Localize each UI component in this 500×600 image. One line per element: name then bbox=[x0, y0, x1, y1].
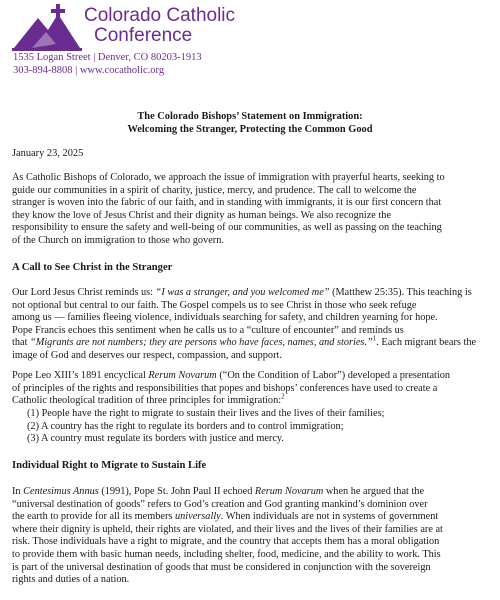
section-heading: A Call to See Christ in the Stranger bbox=[12, 262, 173, 273]
text-line: of the Church on immigration to those who govern. bbox=[12, 234, 224, 246]
text-line: Pope Francis echoes this sentiment when he calls us to a “culture of encounter” and reminds us bbox=[12, 324, 404, 336]
section-heading: Individual Right to Migrate to Sustain Life bbox=[12, 460, 207, 471]
address-block bbox=[13, 52, 202, 77]
text-line: of principles of the rights and responsibilities that popes and bishops’ conferences have used to create a bbox=[12, 382, 438, 394]
title-line2: Welcoming the Stranger, Protecting the Common Good bbox=[127, 124, 373, 135]
address-contact: 303-894-8808 | www.cocatholic.org bbox=[13, 64, 165, 76]
title-line1: The Colorado Bishops’ Statement on Immigration: bbox=[137, 111, 363, 122]
footnote-ref[interactable]: 1 bbox=[372, 334, 377, 343]
text-line: they know the love of Jesus Christ and their dignity as human beings. We also recognize the bbox=[12, 209, 392, 221]
text-line: stranger is woven into the fabric of our faith, and in standing with immigrants, it is our first concern that bbox=[12, 197, 442, 209]
list-item: (2) A country has the right to regulate its borders and to control immigration; bbox=[27, 420, 344, 432]
document-title bbox=[0, 110, 500, 136]
organization-name bbox=[84, 6, 235, 46]
list-item: (1) People have the right to migrate to sustain their lives and the lives of their families; bbox=[27, 408, 385, 419]
text-line: responsibility to ensure the safety and well-being of our communities, as well as passing on the teaching bbox=[12, 222, 442, 234]
text-line: where their dignity is upheld, their rights are violated, and their lives and the lives of their families are at bbox=[12, 523, 443, 535]
section2-paragraph bbox=[12, 486, 490, 587]
text-line: In Centesimus Annus (1991), Pope St. John Paul II echoed Rerum Novarum when he argued that the bbox=[12, 486, 425, 497]
text-line: “universal destination of goods” refers to God’s creation and God granting mankind’s dominion over bbox=[12, 498, 428, 510]
section1-paragraph1 bbox=[12, 287, 490, 363]
text-line: that “Migrants are not numbers; they are persons who have faces, names, and stories.”$^1$. Each migrant bears the bbox=[12, 334, 477, 349]
conference-logo-icon bbox=[12, 4, 82, 52]
list-item: (3) A country must regulate its borders with justice and mercy. bbox=[27, 433, 284, 445]
text-line: Our Lord Jesus Christ reminds us: “I was a stranger, and you welcomed me” (Matthew 25:35). This teaching is bbox=[12, 287, 472, 298]
text-line: guide our communities in a spirit of charity, justice, mercy, and prudence. The call to welcome the bbox=[12, 184, 417, 196]
text-line: to provide them with basic human needs, including shelter, food, medicine, and the ability to work. This bbox=[12, 548, 441, 560]
org-name-line2: Conference bbox=[94, 25, 193, 46]
section1-paragraph2 bbox=[12, 370, 490, 408]
org-name-line1: Colorado Catholic bbox=[84, 5, 236, 26]
document-date: January 23, 2025 bbox=[12, 148, 84, 159]
text-line: As Catholic Bishops of Colorado, we approach the issue of immigration with prayerful hearts, seeking to bbox=[12, 172, 445, 183]
text-line: rights and duties of a nation. bbox=[12, 574, 130, 586]
text-line: not optional but central to our faith. The Gospel compels us to see Christ in those who seek refuge bbox=[12, 299, 417, 311]
text-line: is part of the universal destination of goods that must be considered in conjunction with the sovereign bbox=[12, 561, 431, 573]
text-line: risk. Those individuals have a right to migrate, and the country that accepts them has a moral obligation bbox=[12, 536, 440, 548]
text-line: image of God and deserves our respect, compassion, and support. bbox=[12, 349, 282, 361]
text-line: Catholic theological tradition of three principles for immigration:$^2$ bbox=[12, 392, 285, 407]
principles-list bbox=[27, 408, 384, 446]
address-street: 1535 Logan Street | Denver, CO 80203-1913 bbox=[13, 52, 202, 63]
text-line: among us — families fleeing violence, individuals searching for safety, and children yearning for hope. bbox=[12, 312, 438, 324]
text-line: Pope Leo XIII’s 1891 encyclical Rerum Novarum (“On the Condition of Labor”) developed a presentation bbox=[12, 370, 451, 381]
letterhead bbox=[12, 4, 312, 82]
footnote-ref[interactable]: 2 bbox=[281, 392, 285, 401]
intro-paragraph bbox=[12, 172, 490, 248]
text-line: the earth to provide for all its members universally. When individuals are not in systems of government bbox=[12, 511, 439, 523]
